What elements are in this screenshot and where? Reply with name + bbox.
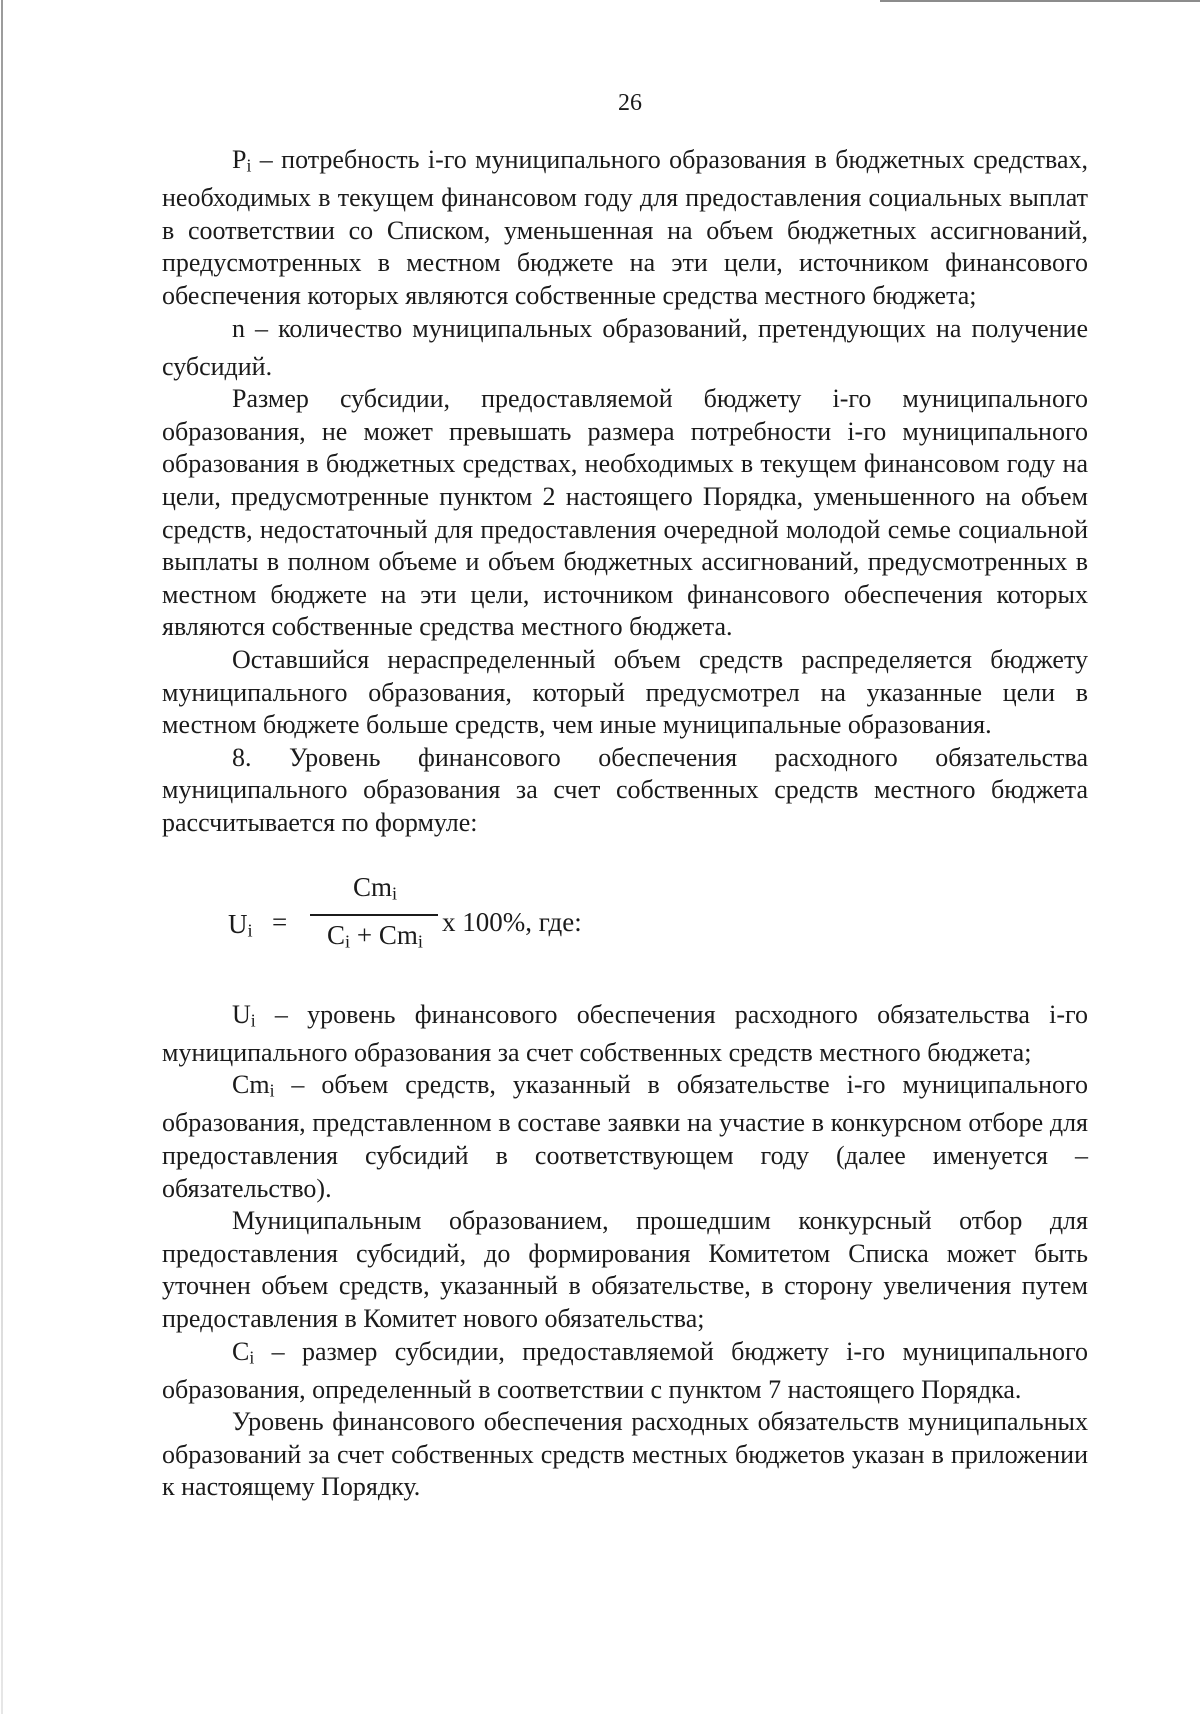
paragraph-text: – уровень финансового обеспечения расходного обязательства i-го муниципального образования за счет собственных средств местного бюджета;: [162, 999, 1088, 1067]
symbol-subscript: i: [249, 1347, 255, 1368]
symbol: Cm: [232, 1070, 270, 1100]
scan-edge: [1, 0, 3, 1714]
denominator-subscript-b: i: [417, 931, 423, 952]
paragraph-item-8: [162, 742, 1088, 840]
formula: [162, 860, 1088, 985]
paragraph-text: Муниципальным образованием, прошедшим конкурсный отбор для предоставления субсидий, до формирования Комитетом Списка может быть уточнен объем средств, указанный в обязательстве, в сторону увеличения путем предоставления в Комитет нового обязательства;: [162, 1206, 1088, 1333]
denominator-subscript-a: i: [345, 931, 351, 952]
paragraph-remaining-funds: [162, 644, 1088, 742]
formula-equals: =: [272, 906, 288, 937]
symbol: U: [232, 999, 251, 1029]
paragraph-text: – потребность i-го муниципального образования в бюджетных средствах, необходимых в текущем финансовом году для предоставления социальных выплат в соответствии со Списком, уменьшенная на объем бюджетных ассигнований, предусмотренных в местном бюджете на эти цели, источником финансового обеспечения которых являются собственные средства местного бюджета;: [162, 145, 1088, 310]
formula-rhs: х 100%, где:: [442, 906, 582, 937]
paragraph-obligation-update: [162, 1205, 1088, 1335]
formula-fraction: [310, 870, 440, 959]
paragraph-n-definition: [162, 313, 1088, 384]
spacer: [162, 985, 1088, 999]
symbol-subscript: i: [250, 1010, 256, 1031]
page-number: 26: [618, 90, 642, 116]
paragraph-text: Уровень финансового обеспечения расходных обязательств муниципальных образований за счет собственных средств местных бюджетов указан в приложении к настоящему Порядку.: [162, 1407, 1088, 1502]
paragraph-cm-definition: [162, 1069, 1088, 1205]
paragraph-text: 8. Уровень финансового обеспечения расходного обязательства муниципального образования за счет собственных средств местного бюджета рассчитывается по формуле:: [162, 742, 1088, 837]
formula-numerator: [310, 870, 440, 911]
formula-lhs-subscript: i: [247, 920, 253, 941]
paragraph-text: – размер субсидии, предоставляемой бюджету i-го муниципального образования, определенный в соответствии с пунктом 7 настоящего Порядка.: [162, 1336, 1088, 1404]
scan-edge-top: [880, 0, 1200, 2]
symbol: C: [232, 1336, 250, 1366]
symbol: P: [232, 145, 247, 174]
formula-lhs: [228, 908, 253, 947]
denominator-plus: +: [350, 919, 379, 950]
paragraph-text: – количество муниципальных образований, претендующих на получение субсидий.: [162, 313, 1088, 381]
numerator-subscript: i: [391, 883, 398, 904]
numerator-symbol: Cm: [352, 871, 392, 902]
paragraph-p-definition: [162, 144, 1088, 313]
formula-lhs-symbol: U: [228, 908, 248, 939]
document-body: [162, 144, 1088, 1504]
symbol: n: [232, 313, 245, 343]
denominator-symbol-b: Cm: [378, 919, 418, 950]
paragraph-text: Размер субсидии, предоставляемой бюджету i-го муниципального образования, не может превышать размера потребности i-го муниципального образования в бюджетных средствах, необходимых в текущем финансовом году на цели, предусмотренные пунктом 2 настоящего Порядка, уменьшенного на объем средств, недостаточный для предоставления очередной молодой семье социальной выплаты в полном объеме и объем бюджетных ассигнований, предусмотренных в местном бюджете на эти цели, источником финансового обеспечения которых являются собственные средства местного бюджета.: [162, 384, 1088, 642]
paragraph-appendix-reference: [162, 1406, 1088, 1504]
paragraph-c-definition: [162, 1336, 1088, 1407]
paragraph-text: – объем средств, указанный в обязательстве i-го муниципального образования, представленном в составе заявки на участие в конкурсном отборе для предоставления субсидий в соответствующем году (далее именуется – обязательство).: [162, 1070, 1088, 1203]
symbol-subscript: i: [246, 155, 252, 176]
symbol-subscript: i: [269, 1080, 275, 1101]
fraction-bar: [310, 914, 438, 916]
paragraph-text: Оставшийся нераспределенный объем средств распределяется бюджету муниципального образования, который предусмотрел на указанные цели в местном бюджете больше средств, чем иные муниципальные образования.: [162, 644, 1088, 740]
paragraph-u-definition: [162, 999, 1088, 1070]
formula-denominator: [310, 918, 440, 959]
denominator-symbol-a: C: [327, 919, 346, 950]
paragraph-subsidy-size: [162, 383, 1088, 644]
